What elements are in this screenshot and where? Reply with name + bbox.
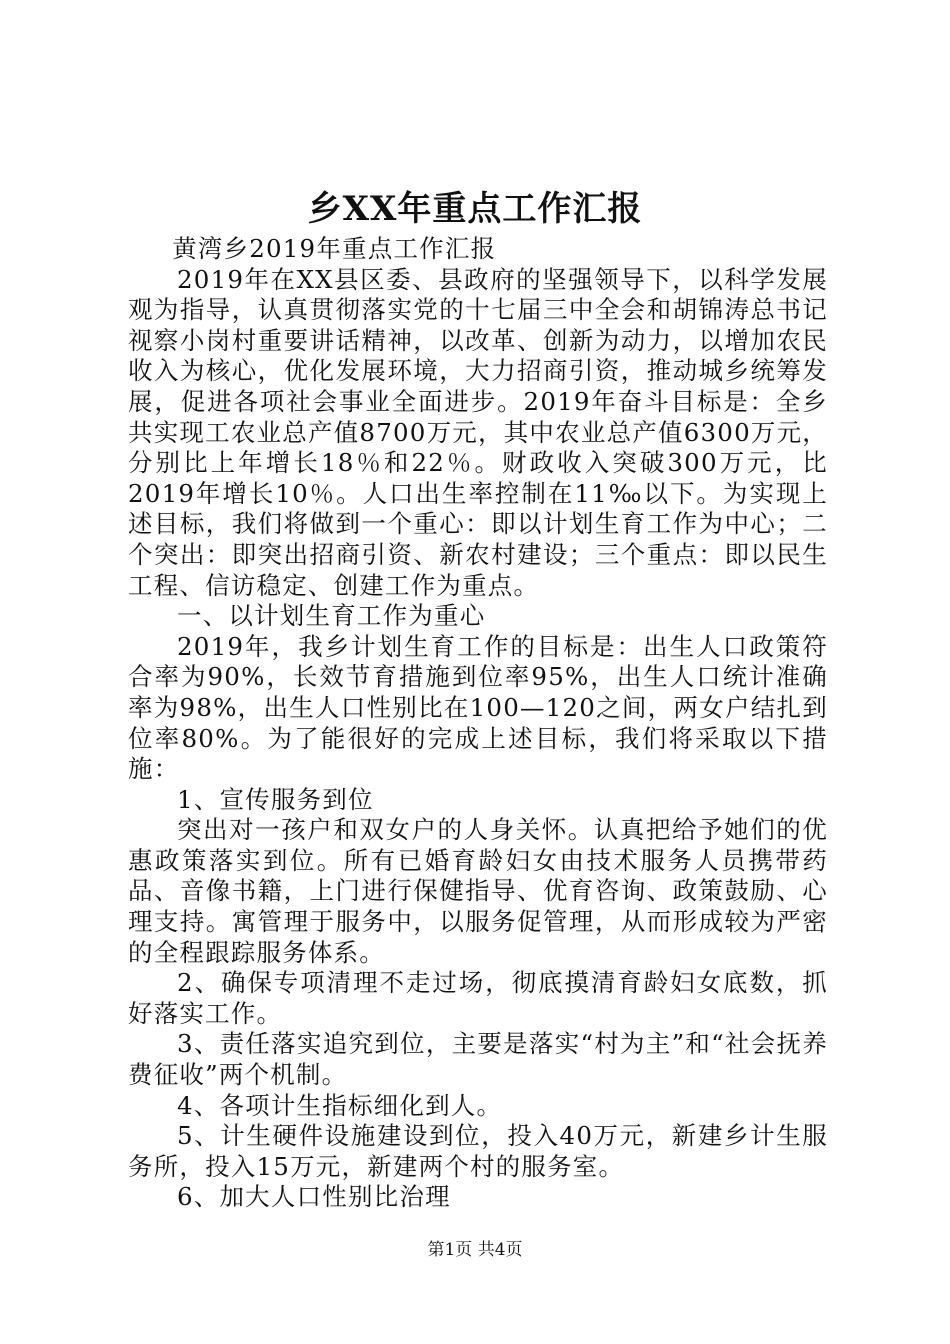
document-title: 乡XX年重点工作汇报 [307,189,643,229]
list-item: 4、各项计生指标细化到人。 [177,1090,503,1120]
document-subtitle: 黄湾乡2019年重点工作汇报 [172,234,497,263]
paragraph: 2019年在XX县区委、县政府的坚强领导下，以科学发展观为指导，认真贯彻落实党的十七届三中全会和胡锦涛总书记视察小岗村重要讲话精神，以改革、创新为动力，以增加农民收入为核心，优化发展环境，大力招商引资，推动城乡统筹发展，促进各项社会事业全面进步。2019年奋斗目标是：全乡共实现工农业总产值8700万元，其中农业总产值6300万元，分别比上年增长18％和22％。财政收入突破300万元，比2019年增长10％。人口出生率控制在11‰以下。为实现上述目标，我们将做到一个重心：即以计划生育工作为中心；二个突出：即突出招商引资、新农村建设；三个重点：即以民生工程、信访稳定、创建工作为重点。 [128,264,828,600]
paragraph: 突出对一孩户和双女户的人身关怀。认真把给予她们的优惠政策落实到位。所有已婚育龄妇女由技术服务人员携带药品、音像书籍，上门进行保健指导、优育咨询、政策鼓励、心理支持。寓管理于服务中，以服务促管理，从而形成较为严密的全程跟踪服务体系。 [128,815,828,967]
paragraph: 2019年，我乡计划生育工作的目标是：出生人口政策符合率为90%，长效节育措施到位率95%，出生人口统计准确率为98%，出生人口性别比在100—120之间，两女户结扎到位率80%。为了能很好的完成上述目标，我们将采取以下措施： [128,631,828,784]
list-item: 5、计生硬件设施建设到位，投入40万元，新建乡计生服务所，投入15万元，新建两个村的服务室。 [128,1121,828,1181]
page-footer: 第1页 共4页 [427,1240,523,1260]
list-item: 3、责任落实追究到位，主要是落实“村为主”和“社会抚养费征收”两个机制。 [128,1029,828,1090]
document-body [128,234,828,1213]
section-heading: 一、以计划生育工作为重心 [177,601,486,631]
list-item: 2、确保专项清理不走过场，彻底摸清育龄妇女底数，抓好落实工作。 [128,968,828,1028]
list-item: 6、加大人口性别比治理 [177,1182,451,1212]
list-item-heading: 1、宣传服务到位 [177,784,374,814]
